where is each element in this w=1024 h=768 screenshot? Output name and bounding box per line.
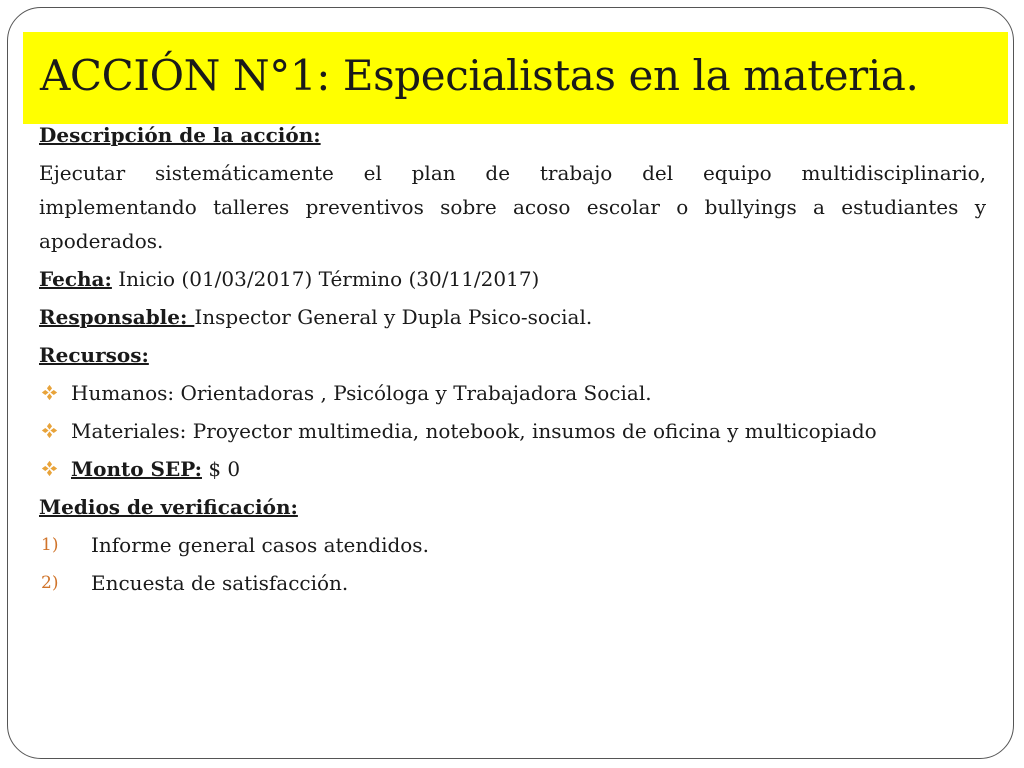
- diamond-four-icon: [41, 460, 58, 477]
- list-item: [39, 376, 986, 410]
- list-number: 1): [41, 535, 59, 555]
- fecha-line: [39, 262, 986, 296]
- list-item: [39, 452, 986, 486]
- responsable-label: Responsable:: [39, 305, 195, 329]
- fecha-label: Fecha:: [39, 267, 112, 291]
- slide-content: [39, 118, 986, 604]
- slide-title: ACCIÓN N°1: Especialistas en la materia.: [40, 51, 919, 100]
- diamond-four-icon: [41, 422, 58, 439]
- recursos-materiales: Materiales: Proyector multimedia, notebook, insumos de oficina y multicopiado: [71, 419, 877, 443]
- verificacion-item-text: Informe general casos atendidos.: [91, 533, 429, 557]
- descripcion-text: Ejecutar sistemáticamente el plan de trabajo del equipo multidisciplinario, implementando talleres preventivos sobre acoso escolar o bullyings a estudiantes y apoderados.: [39, 161, 986, 253]
- slide-frame: [7, 7, 1014, 759]
- title-band: [23, 32, 1008, 124]
- descripcion-heading: Descripción de la acción:: [39, 123, 321, 147]
- list-item: [39, 528, 986, 562]
- monto-label: Monto SEP:: [71, 457, 202, 481]
- fecha-value: Inicio (01/03/2017) Término (30/11/2017): [111, 267, 540, 291]
- recursos-humanos: Humanos: Orientadoras , Psicóloga y Trabajadora Social.: [71, 381, 652, 405]
- list-item: [39, 414, 986, 448]
- list-number: 2): [41, 573, 59, 593]
- verificacion-item-text: Encuesta de satisfacción.: [91, 571, 349, 595]
- recursos-list: [39, 376, 986, 486]
- responsable-line: [39, 300, 986, 334]
- recursos-heading: Recursos:: [39, 343, 149, 367]
- list-item: [39, 566, 986, 600]
- responsable-value: Inspector General y Dupla Psico-social.: [194, 305, 593, 329]
- verificacion-list: [39, 528, 986, 600]
- monto-value: $ 0: [201, 457, 241, 481]
- diamond-four-icon: [41, 384, 58, 401]
- verificacion-heading: Medios de verificación:: [39, 495, 298, 519]
